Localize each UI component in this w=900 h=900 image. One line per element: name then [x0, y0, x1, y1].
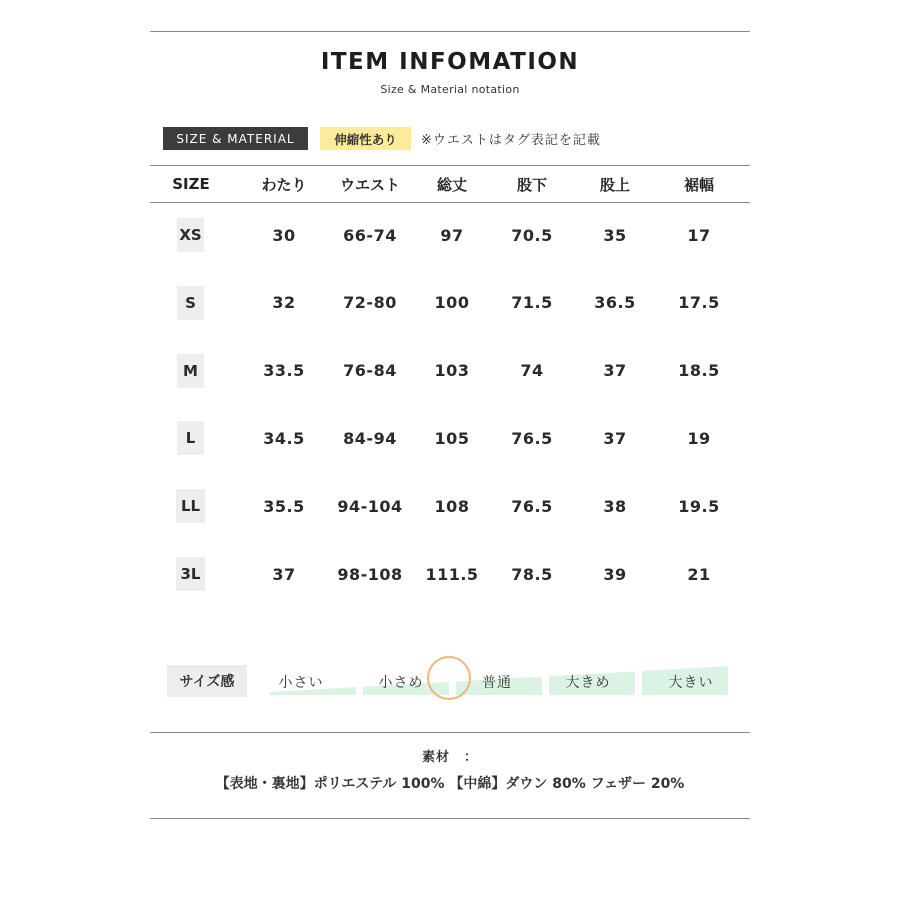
stretch-tag: 伸縮性あり: [320, 127, 411, 150]
top-divider: [150, 31, 750, 32]
table-cell: 21: [687, 564, 711, 584]
table-cell: 35: [603, 225, 627, 245]
table-cell: 32: [272, 293, 296, 313]
table-cell: 108: [434, 496, 470, 516]
table-cell: 33.5: [263, 361, 305, 381]
fit-option-0: 小さい: [278, 675, 324, 691]
column-header-6: 裾幅: [683, 175, 714, 194]
table-cell: 105: [434, 428, 470, 448]
size-cell: XS: [177, 218, 204, 252]
table-cell: 17: [687, 225, 711, 245]
table-cell: 19: [687, 428, 711, 448]
table-cell: 100: [434, 293, 470, 313]
waist-note: ※ウエストはタグ表記を記載: [421, 133, 601, 148]
fit-marker: [427, 656, 471, 700]
table-row: [150, 489, 750, 523]
table-cell: 34.5: [263, 428, 305, 448]
table-row: [150, 557, 750, 591]
column-header-5: 股上: [599, 175, 630, 194]
table-cell: 38: [603, 496, 627, 516]
column-header-0: SIZE: [172, 175, 210, 193]
material-title: 素材 ：: [421, 750, 478, 765]
table-cell: 30: [272, 225, 296, 245]
table-cell: 76.5: [511, 496, 553, 516]
column-header-1: わたり: [261, 175, 307, 194]
table-cell: 74: [520, 361, 544, 381]
fit-option-2: 普通: [482, 675, 512, 691]
table-cell: 35.5: [263, 496, 305, 516]
size-material-tag: SIZE & MATERIAL: [163, 127, 308, 150]
column-header-4: 股下: [516, 175, 547, 194]
table-cell: 103: [434, 361, 470, 381]
table-row: [150, 354, 750, 388]
column-header-3: 総丈: [436, 175, 467, 194]
table-cell: 36.5: [594, 293, 636, 313]
table-cell: 94-104: [337, 496, 403, 516]
fit-option-3: 大きめ: [565, 675, 611, 691]
table-cell: 17.5: [678, 293, 720, 313]
table-cell: 19.5: [678, 496, 720, 516]
material-text: 【表地・裏地】ポリエステル 100% 【中綿】ダウン 80% フェザー 20%: [215, 776, 685, 792]
table-cell: 98-108: [337, 564, 403, 584]
fit-label: サイズ感: [167, 665, 247, 697]
table-row: [150, 218, 750, 252]
page-subtitle: Size & Material notation: [380, 83, 520, 96]
bottom-divider: [150, 818, 750, 819]
table-cell: 72-80: [343, 293, 397, 313]
material-top-divider: [150, 732, 750, 733]
table-cell: 78.5: [511, 564, 553, 584]
table-cell: 18.5: [678, 361, 720, 381]
table-row: [150, 286, 750, 320]
size-cell: L: [177, 421, 204, 455]
table-cell: 70.5: [511, 225, 553, 245]
table-cell: 76-84: [343, 361, 397, 381]
fit-scale: [270, 664, 730, 696]
table-cell: 37: [272, 564, 296, 584]
fit-option-1: 小さめ: [378, 675, 424, 691]
table-cell: 37: [603, 428, 627, 448]
table-cell: 84-94: [343, 428, 397, 448]
page-title: ITEM INFOMATION: [320, 49, 580, 75]
table-header-bottom-divider: [150, 202, 750, 203]
size-cell: M: [177, 354, 204, 388]
size-cell: 3L: [176, 557, 205, 591]
table-cell: 66-74: [343, 225, 397, 245]
table-cell: 71.5: [511, 293, 553, 313]
column-header-2: ウエスト: [339, 175, 400, 194]
size-cell: LL: [176, 489, 205, 523]
table-cell: 111.5: [425, 564, 479, 584]
fit-option-4: 大きい: [668, 675, 714, 691]
table-row: [150, 421, 750, 455]
size-table-header: [150, 166, 750, 202]
table-cell: 76.5: [511, 428, 553, 448]
table-cell: 37: [603, 361, 627, 381]
table-cell: 39: [603, 564, 627, 584]
table-cell: 97: [440, 225, 464, 245]
size-cell: S: [177, 286, 204, 320]
